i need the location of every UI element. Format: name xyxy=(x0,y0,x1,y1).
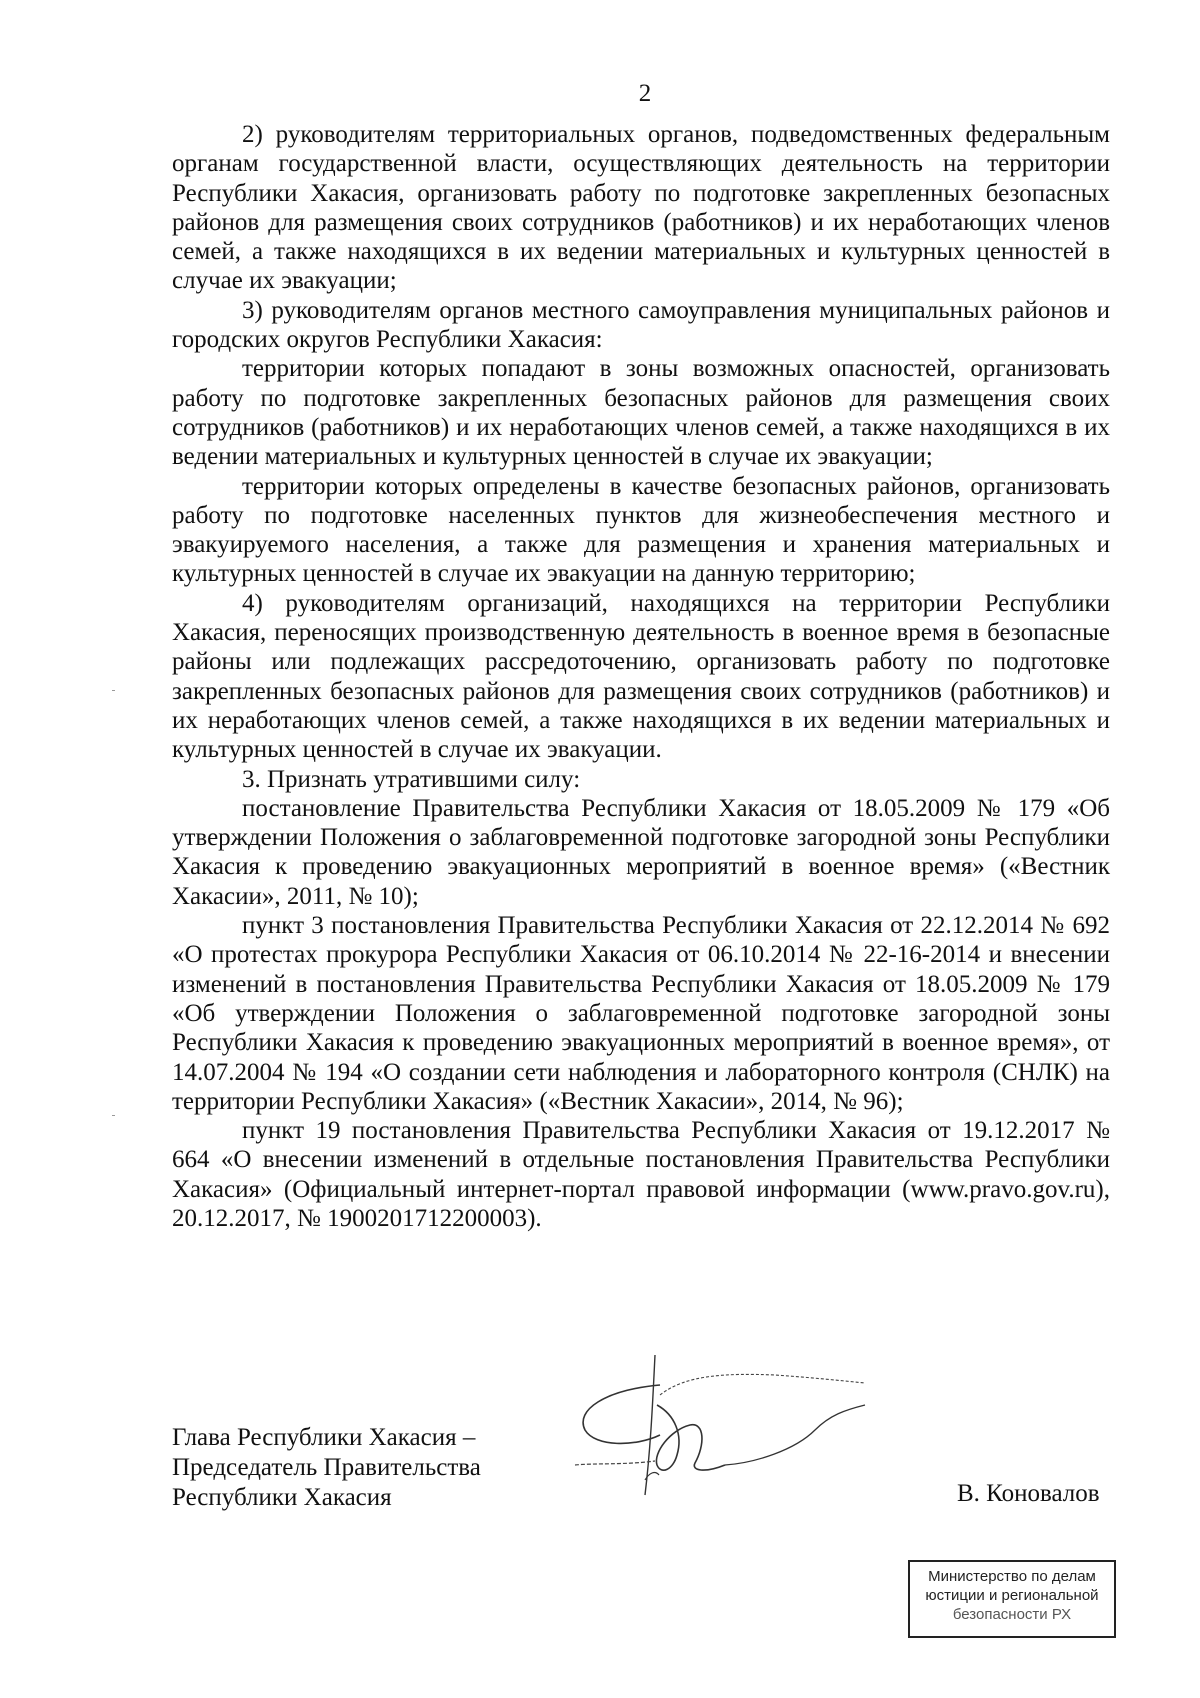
stamp-line: безопасности РХ xyxy=(952,1606,1072,1623)
paragraph-3-hazard-zones: территории которых попадают в зоны возможных опасностей, организовать работу по подготовке закрепленных безопасных районов для размещения своих сотрудников (работников) и их неработающих членов семей, а также находящихся в их ведении материальных и культурных ценностей в случае их эвакуации; xyxy=(172,355,1110,471)
paragraph-2-federal-bodies: 2) руководителям территориальных органов, подведомственных федеральным органам государственной власти, осуществляющих деятельность на территории Республики Хакасия, организовать работу по подготовке закрепленных безопасных районов для размещения своих сотрудников (работников) и их неработающих членов семей, а также находящихся в их ведении материальных и культурных ценностей в случае их эвакуации; xyxy=(172,121,1110,295)
registration-stamp xyxy=(908,1560,1116,1638)
stamp-line: Министерство по делам xyxy=(928,1568,1096,1585)
paragraph-4-organizations: 4) руководителям организаций, находящихся на территории Республики Хакасия, переносящих производственную деятельность в военное время в безопасные районы или подлежащих рассредоточению, организовать работу по подготовке закрепленных безопасных районов для размещения своих сотрудников (работников) и их неработающих членов семей, а также находящихся в их ведении материальных и культурных ценностей в случае их эвакуации. xyxy=(172,589,1110,764)
scan-artifact xyxy=(112,1115,115,1116)
stamp-line: юстиции и региональной xyxy=(925,1587,1099,1604)
page-number: 2 xyxy=(638,80,652,107)
scan-artifact xyxy=(112,690,115,691)
repealed-item-1: постановление Правительства Республики Хакасия от 18.05.2009 № 179 «Об утверждении Положения о заблаговременной подготовке загородной зоны Республики Хакасия к проведению эвакуационных мероприятий в военное время» («Вестник Хакасии», 2011, № 10); xyxy=(172,794,1110,910)
repealed-item-3: пункт 19 постановления Правительства Республики Хакасия от 19.12.2017 № 664 «О внесении изменений в отдельные постановления Правительства Республики Хакасия» (Официальный интернет-портал правовой информации (www.pravo.gov.ru), 20.12.2017, № 1900201712200003). xyxy=(172,1117,1110,1232)
paragraph-3-safe-districts: территории которых определены в качестве безопасных районов, организовать работу по подготовке населенных пунктов для жизнеобеспечения местного и эвакуируемого населения, а также для размещения и хранения материальных и культурных ценностей в случае их эвакуации на данную территорию; xyxy=(172,472,1110,588)
repealed-item-2: пункт 3 постановления Правительства Республики Хакасия от 22.12.2014 № 692 «О протестах прокурора Республики Хакасия от 06.10.2014 № 22-16-2014 и внесении изменений в постановления Правительства Республики Хакасия от 18.05.2009 № 179 «Об утверждении Положения о заблаговременной подготовке загородной зоны Республики Хакасия к проведению эвакуационных мероприятий в военное время», от 14.07.2004 № 194 «О создании сети наблюдения и лабораторного контроля (СНЛК) на территории Республики Хакасия» («Вестник Хакасии», 2014, № 96); xyxy=(172,912,1110,1115)
signatory-name: В. Коновалов xyxy=(957,1480,1100,1507)
handwritten-signature xyxy=(565,1335,905,1505)
paragraph-3-municipal-bodies: 3) руководителям органов местного самоуправления муниципальных районов и городских округов Республики Хакасия: xyxy=(172,296,1110,354)
signatory-title-line: Глава Республики Хакасия – xyxy=(172,1424,476,1451)
signatory-title-line: Председатель Правительства xyxy=(172,1454,481,1481)
signatory-title-line: Республики Хакасия xyxy=(172,1484,392,1511)
signatory-title xyxy=(172,1423,481,1513)
document-body xyxy=(172,120,1110,1233)
section-3-heading: 3. Признать утратившими силу: xyxy=(242,765,581,793)
